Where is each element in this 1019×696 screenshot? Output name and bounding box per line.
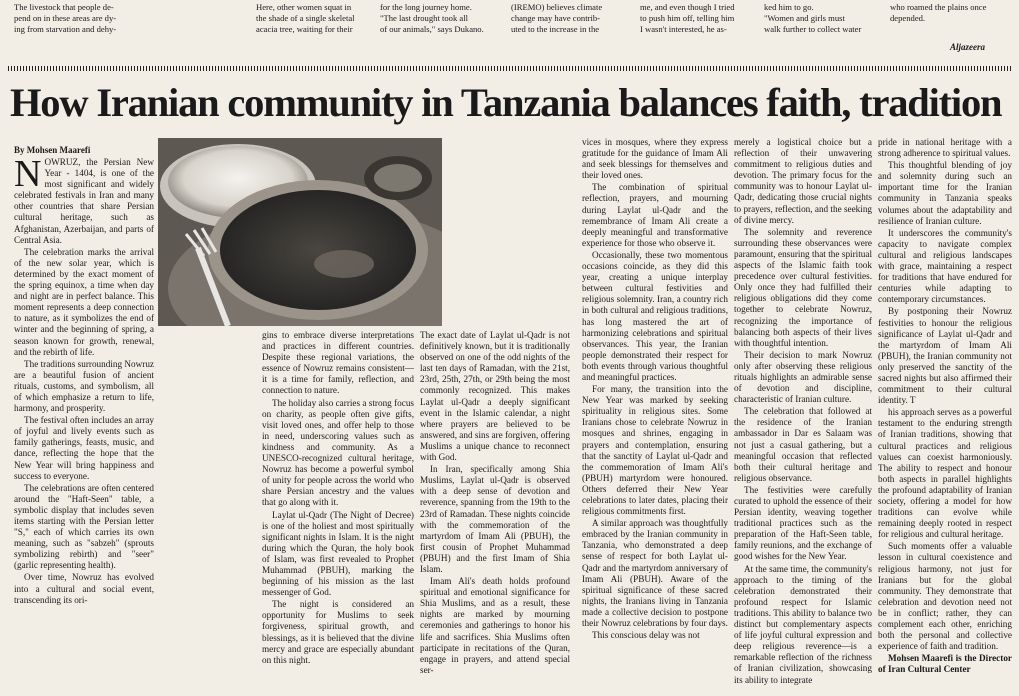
author-note: Mohsen Maarefi is the Director of Iran Cultural Center: [878, 653, 1012, 675]
paragraph: The celebrations are often centered around the "Haft-Seen" table, a symbolic display that includes seven items starting with the Persian letter "S," each of which carries its own meaning, such as "sabzeh" (sprouts symbolizing rebirth) and "seer" (garlic representing health).: [14, 482, 154, 571]
paragraph: The celebration marks the arrival of the new solar year, which is determined by the exact moment of the spring equinox, a time when day and night are in perfect balance. This moment represents a deep connection to nature, as it symbolizes the end of winter and the beginning of spring, a season known for growth, renewal, and the rebirth of life.: [14, 246, 154, 357]
headline: How Iranian community in Tanzania balances faith, tradition: [10, 80, 1002, 125]
prev-col-1: The livestock that people de- pend on in these areas are dy- ing from starvation and dehy-: [14, 2, 117, 34]
paragraph: The festivities were carefully curated to uphold the essence of their Persian identity, weaving together traditional practices such as the preparation of the Haft-Seen table, family reunions, and the exchange of good wishes for the New Year.: [734, 484, 872, 562]
article-column-4: [582, 137, 728, 642]
paragraph: The exact date of Laylat ul-Qadr is not definitively known, but it is traditionally observed on one of the odd nights of the last ten days of Ramadan, with the 21st, 23rd, 25th, 27th, or 29th being the most commonly recognized. This makes Laylat ul-Qadr a deeply significant event in the Islamic calendar, a night where prayers are believed to be answered, and sins are forgiven, offering Muslims a unique chance to reconnect with God.: [420, 330, 570, 463]
drop-cap: N: [14, 153, 42, 195]
prev-col-3: for the long journey home. "The last drought took all of our animals," says Dukano.: [380, 2, 484, 34]
paragraph: This conscious delay was not: [592, 630, 700, 641]
paragraph: his approach serves as a powerful testament to the enduring strength of Iranian traditions, showing that cultural practices and religious values can coexist harmoniously. The ability to respect and honour both aspects in parallel highlights the profound adaptability of Iranian society, offering a model for how traditions can evolve while remaining deeply rooted in respect for religious and cultural heritage.: [878, 407, 1012, 540]
paragraph: The night is considered an opportunity for Muslims to seek forgiveness, spiritual growth, and blessings, as it is believed that the divine mercy and grace are especially abundant on this night.: [262, 599, 414, 665]
food-photo: [158, 138, 442, 326]
paragraph: The traditions surrounding Nowruz are a beautiful fusion of ancient rituals, customs, and symbolism, all of which emphasize a return to life, harmony, and prosperity.: [14, 358, 154, 414]
dotted-rule: [8, 66, 1012, 71]
paragraph: The celebration that followed at the residence of the Iranian ambassador in Dar es Salaam was not just a casual gathering, but a meaningful occasion that reflected both their cultural heritage and religious observance.: [734, 406, 872, 483]
paragraph: vices in mosques, where they express gratitude for the guidance of Imam Ali and seek blessings for themselves and their loved ones.: [582, 137, 728, 181]
previous-article-strip: [0, 0, 1019, 62]
paragraph: Such moments offer a valuable lesson in cultural coexistence and religious harmony, not just for Iranians but for the global community. They demonstrate that celebration and devotion need not be in conflict; rather, they can complement each other, enriching both the personal and collective experience of faith and tradition.: [878, 541, 1012, 652]
paragraph: Laylat ul-Qadr (The Night of Decree) is one of the holiest and most spiritually significant nights in Islam. It is the night during which the Quran, the holy book of Islam, was first revealed to Prophet Muhammad (PBUH), marking the beginning of his mission as the last messenger of God.: [262, 509, 414, 598]
paragraph: gins to embrace diverse interpretations and practices in different countries. Despite these regional variations, the essence of Nowruz remains consistent—it is a time for family, reflection, and connection to nature.: [262, 330, 414, 396]
food-photo-image: [158, 138, 442, 326]
article-column-3: [420, 330, 570, 677]
prev-col-6: ked him to go. "Women and girls must walk further to collect water: [764, 2, 862, 34]
paragraph: The solemnity and reverence surrounding these observances were paramount, ensuring that the spiritual aspects of the Islamic faith took precedence over cultural festivities. Only once they had fulfilled their religious obligations did they come together to celebrate Nowruz, recognizing the importance of balancing both aspects of their lives with thoughtful intention.: [734, 226, 872, 348]
paragraph: This thoughtful blending of joy and solemnity during such an important time for the Iranian community in Tanzania speaks volumes about the adaptability and resilience of Iranian culture.: [878, 160, 1012, 226]
paragraph: By postponing their Nowruz festivities to honour the religious significance of Laylat ul-Qadr and the martyrdom of Imam Ali (PBUH), the Iranian community not only preserved the sanctity of the sacred nights but also affirmed their commitment to their cultural identity. T: [878, 306, 1012, 406]
paragraph: At the same time, the community's approach to the timing of the celebration demonstrated their profound respect for Islamic traditions. This ability to balance two distinct but complementary aspects of life joyful cultural expression and deep religious reverence—is a remarkable reflection of the richness of Iranian civilization, showcasing its ability to integrate: [734, 563, 872, 685]
first-paragraph: NOWRUZ, the Persian New Year - 1404, is one of the most significant and widely celebrated festivals in Iran and many other countries that share Persian cultural heritage, such as Afghanistan, Azerbaijan, and parts of Central Asia.: [14, 153, 154, 245]
paragraph: It underscores the community's capacity to navigate complex cultural and religious landscapes with grace, maintaining a respect for traditions that have endured for centuries while adapting to contemporary circumstances.: [878, 227, 1012, 305]
paragraph: The holiday also carries a strong focus on charity, as people often give gifts, visit loved ones, and offer help to those in need, underscoring values such as kindness and community. As a UNESCO-recognized cultural heritage, Nowruz has become a powerful symbol of unity for people across the world who share Persian ancestry and the values that go along with it.: [262, 397, 414, 508]
paragraph: merely a logistical choice but a reflection of their unwavering commitment to religious duties and devotion. The primary focus for the community was to honour Laylat ul-Qadr, dedicating those crucial nights to prayers, reflection, and the seeking of divine mercy.: [734, 137, 873, 225]
paragraph: pride in national heritage with a strong adherence to spiritual values.: [878, 137, 1012, 159]
paragraph: Occasionally, these two momentous occasions coincide, as they did this year, creating a unique interplay between cultural festivities and religious solemnity. Iran, a country rich in both cultural and religious traditions, has long mastered the art of harmonizing celebrations and spiritual observances. This year, the Iranian people demonstrated their respect for both events through various thoughtful and meaningful practices.: [582, 249, 728, 382]
paragraph: The combination of spiritual reflection, prayers, and mourning during Laylat ul-Qadr and the remembrance of Imam Ali create a deeply meaningful and transformative experience for those who observe it.: [582, 182, 728, 248]
prev-col-4: (IREMO) believes climate change may have contrib- uted to the increase in the: [511, 2, 603, 34]
byline: By Mohsen Maarefi: [14, 145, 91, 155]
prev-col-2: Here, other women squat in the shade of a single skeletal acacia tree, waiting for their: [256, 2, 355, 34]
paragraph: In Iran, specifically among Shia Muslims, Laylat ul-Qadr is observed with a deep sense of devotion and reverence, spanning from the 19th to the 23rd of Ramadan. These nights coincide with the commemoration of the martyrdom of Imam Ali (PBUH), the first cousin of Prophet Muhammad (PBUH) and the first Imam of Shia Islam.: [420, 464, 570, 574]
article-column-5: [734, 137, 872, 687]
paragraph: A similar approach was thoughtfully embraced by the Iranian community in Tanzania, who demonstrated a deep sense of respect for both Laylat ul-Qadr and the martyrdom anniversary of Imam Ali (PBUH). Aware of the spiritual significance of these sacred nights, the Iranians living in Tanzania made a collective decision to postpone their Nowruz celebrations by four days.: [582, 518, 728, 629]
article-column-6: [878, 137, 1012, 677]
article-column-1: [14, 153, 154, 607]
prev-col-7: who roamed the plains once depended.: [890, 2, 987, 23]
article-column-2: [262, 330, 414, 667]
paragraph: The festival often includes an array of joyful and lively events such as family gatherings, feasts, music, and dance, reflecting the hope that the New Year will bring happiness and success to everyone.: [14, 415, 154, 481]
prev-col-5: me, and even though I tried to push him off, telling him I wasn't interested, he as-: [640, 2, 735, 34]
paragraph: Imam Ali's death holds profound spiritual and emotional significance for Shia Muslims, and as a result, these nights are marked by mourning ceremonies and gatherings to honor his life and sacrifices. Shia Muslims often participate in recitations of the Quran, engage in prayers, and attend special ser-: [420, 576, 570, 675]
source-credit: Aljazeera: [950, 42, 985, 52]
paragraph: Their decision to mark Nowruz only after observing these religious rituals highlights an admirable sense of devotion and discipline, characteristic of Iranian culture.: [734, 349, 872, 405]
paragraph: Over time, Nowruz has evolved into a cultural and social event, transcending its ori-: [14, 572, 154, 605]
paragraph: For many, the transition into the New Year was marked by seeking spirituality in religious sites. Some Iranians chose to celebrate Nowruz in mosques and shrines, engaging in prayers and contemplation, ensuring that the sanctity of Laylat ul-Qadr and the commemoration of Imam Ali's (PBUH) martyrdom were honoured. Others deferred their New Year celebrations to later dates, placing their religious commitments first.: [582, 384, 728, 517]
